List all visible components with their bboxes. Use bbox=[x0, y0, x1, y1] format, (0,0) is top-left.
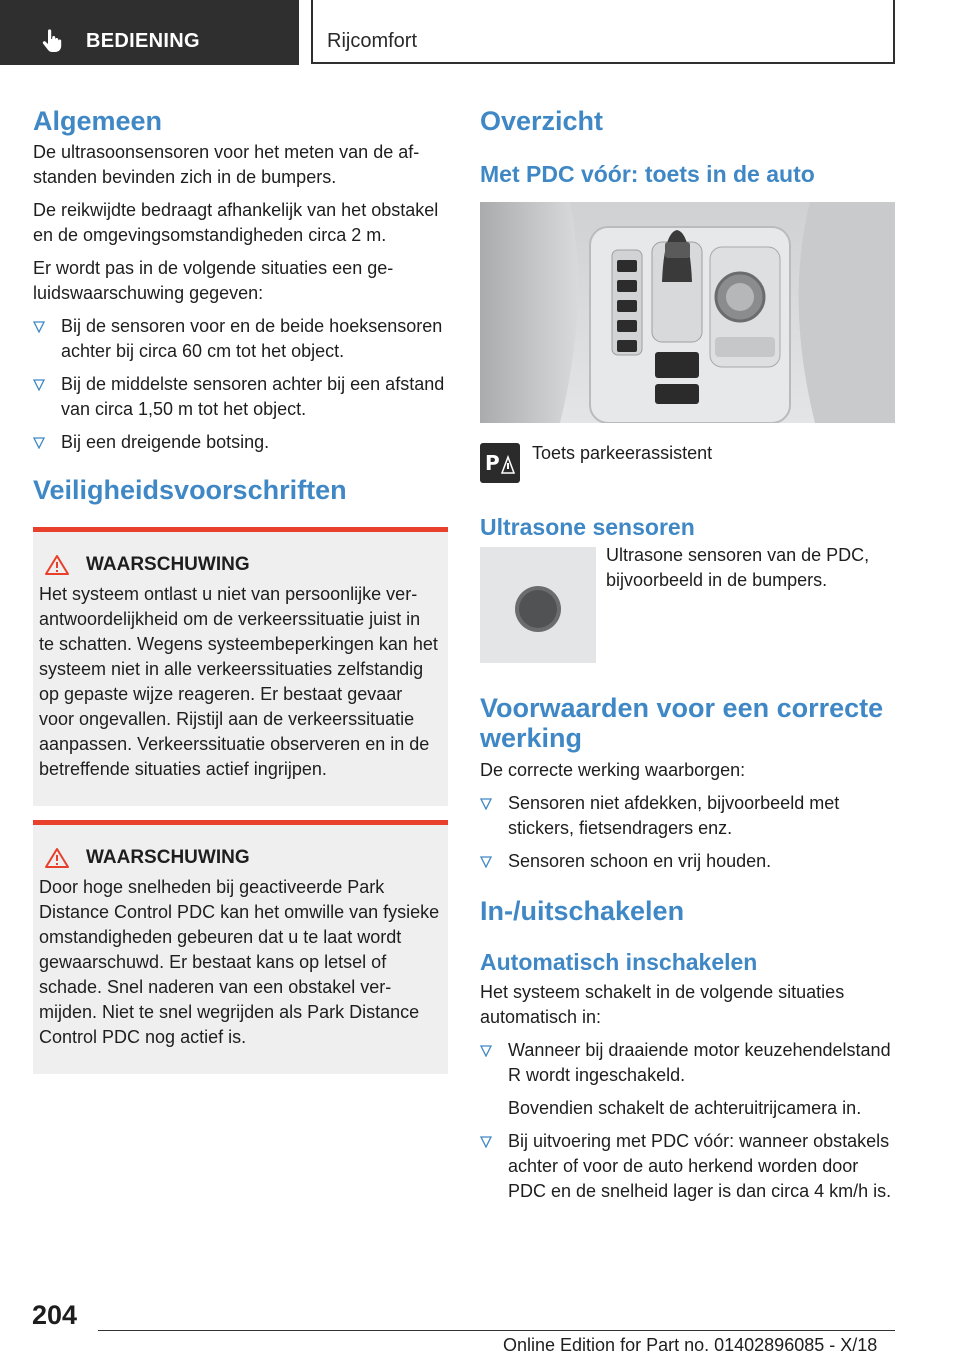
topic-label: Rijcomfort bbox=[327, 30, 418, 52]
svg-text:P: P bbox=[485, 451, 500, 475]
bullet-triangle-icon bbox=[33, 437, 45, 449]
safety-heading: Veiligheidsvoorschriften bbox=[33, 475, 347, 505]
list-item: Bij de sensoren voor en de beide hoeksensoren achter bij circa 60 cm tot het object. bbox=[33, 314, 448, 364]
warning-title: WAARSCHUWING bbox=[86, 847, 250, 868]
page-number: 204 bbox=[32, 1300, 78, 1330]
bullet-triangle-icon bbox=[480, 1045, 492, 1057]
footer-divider bbox=[98, 1330, 895, 1331]
warning-text: Door hoge snelheden bij geactiveerde Park Distance Control PDC kan het omwille van fysieke omstandigheden gebeuren dat u te laat wordt gewaarschuwd. Er bestaat kans op letsel of schade. Snel naderen van een obstakel vermijden. Niet te snel wegrijden als Park Distance Control PDC nog actief is. bbox=[39, 877, 440, 1047]
auto-on-intro: Het systeem schakelt in de volgende situaties automatisch in: bbox=[480, 982, 845, 1027]
list-item: Wanneer bij draaiende motor keuzehendelstand R wordt ingeschakeld. Bovendien schakelt de achteruitrijcamera in. bbox=[480, 1038, 895, 1121]
warning-title: WAARSCHUWING bbox=[86, 554, 250, 575]
section-tab bbox=[0, 0, 299, 65]
left-column bbox=[33, 100, 448, 1074]
list-item: Bij een dreigende botsing. bbox=[33, 430, 448, 455]
center-console-photo bbox=[480, 202, 895, 423]
list-item: Sensoren niet afdekken, bijvoorbeeld met stickers, fietsendragers enz. bbox=[480, 791, 895, 841]
algemeen-paragraph-2: De reikwijdte bedraagt afhankelijk van het obstakel en de omgevingsomstandigheden circa 2 m. bbox=[33, 200, 439, 245]
warning-triangle-icon bbox=[44, 847, 70, 869]
section-label: BEDIENING bbox=[86, 30, 200, 52]
auto-on-bullet-subparagraph: Bovendien schakelt de achteruitrijcamera in. bbox=[508, 1098, 862, 1118]
auto-on-bullet-list bbox=[480, 1038, 895, 1204]
edition-footer: Online Edition for Part no. 01402896085 - X/18 bbox=[503, 1335, 878, 1355]
warning-box-2 bbox=[33, 820, 448, 1074]
parking-assistant-key-icon bbox=[480, 443, 520, 483]
topic-tab bbox=[311, 0, 895, 64]
warning-text: Het systeem ontlast u niet van persoonlijke verantwoordelijkheid om de verkeerssituatie juist in te schatten. Wegens systeembeperkingen kan het systeem niet in alle verkeerssituaties zelfstandig op gepaste wijze reageren. Er bestaat gevaar voor ongevallen. Rijstijl aan de verkeerssituatie aanpassen. Verkeerssituatie observeren en in de betreffende situaties actief ingrijpen. bbox=[39, 584, 438, 779]
bullet-triangle-icon bbox=[33, 379, 45, 391]
bullet-triangle-icon bbox=[33, 321, 45, 333]
warning-triangle-icon bbox=[44, 554, 70, 576]
conditions-bullet-list bbox=[480, 791, 895, 874]
onoff-heading: In-/uitschakelen bbox=[480, 896, 685, 926]
page-header bbox=[0, 0, 960, 66]
bullet-triangle-icon bbox=[480, 798, 492, 810]
algemeen-heading: Algemeen bbox=[33, 106, 163, 136]
bullet-triangle-icon bbox=[480, 1136, 492, 1148]
algemeen-paragraph-3: Er wordt pas in de volgende situaties een geluidswaarschuwing gegeven: bbox=[33, 258, 394, 303]
algemeen-bullet-list bbox=[33, 314, 448, 455]
warning-box-1 bbox=[33, 527, 448, 806]
hand-pointer-icon bbox=[40, 29, 64, 53]
pdc-key-caption: Toets parkeerassistent bbox=[532, 443, 713, 463]
conditions-intro: De correcte werking waarborgen: bbox=[480, 760, 746, 780]
auto-on-heading: Automatisch inschakelen bbox=[480, 949, 758, 975]
list-item: Bij de middelste sensoren achter bij een afstand van circa 1,50 m tot het object. bbox=[33, 372, 448, 422]
sensor-row bbox=[480, 547, 895, 663]
sensors-text: Ultrasone sensoren van de PDC, bijvoorbeeld in de bumpers. bbox=[606, 545, 870, 590]
overview-heading: Overzicht bbox=[480, 106, 604, 136]
right-column bbox=[480, 100, 895, 1212]
list-item: Bij uitvoering met PDC vóór: wanneer obstakels achter of voor de auto herkend worden door PDC en de snelheid lager is dan circa 4 km/h is. bbox=[480, 1129, 895, 1204]
ultrasonic-sensor-image bbox=[480, 547, 596, 663]
algemeen-paragraph-1: De ultrasoonsensoren voor het meten van de afstanden bevinden zich in de bumpers. bbox=[33, 142, 420, 187]
conditions-heading: Voorwaarden voor een correcte werking bbox=[480, 693, 884, 753]
pdc-key-caption-row bbox=[480, 443, 895, 483]
pdc-front-heading: Met PDC vóór: toets in de auto bbox=[480, 161, 815, 187]
sensors-heading: Ultrasone sensoren bbox=[480, 514, 695, 540]
list-item: Sensoren schoon en vrij houden. bbox=[480, 849, 895, 874]
bullet-triangle-icon bbox=[480, 856, 492, 868]
